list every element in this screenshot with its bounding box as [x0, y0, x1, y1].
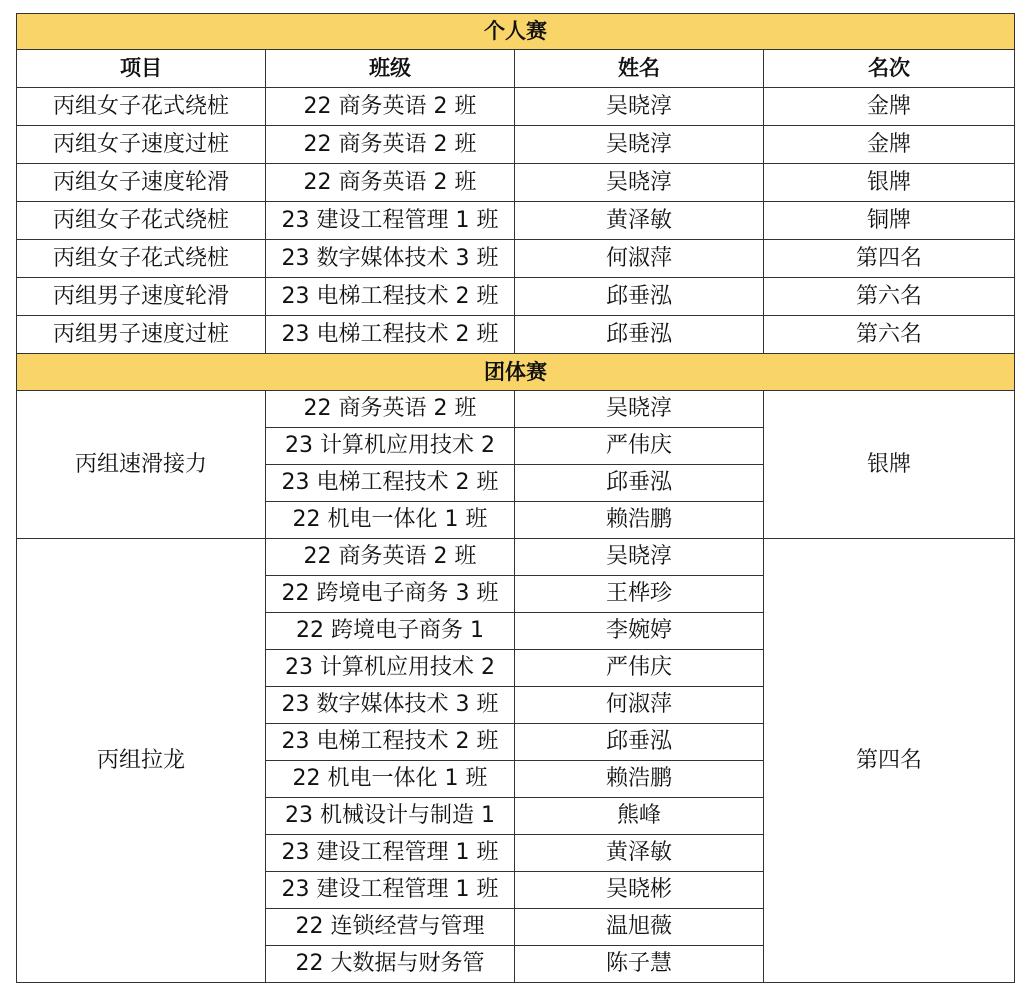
table-row — [17, 88, 1015, 126]
class-cell: 22 商务英语 2 班 — [266, 391, 515, 428]
name-cell: 黄泽敏 — [515, 835, 764, 872]
name-cell: 严伟庆 — [515, 650, 764, 687]
name-cell: 温旭薇 — [515, 909, 764, 946]
team-rank-cell: 银牌 — [764, 391, 1015, 539]
class-cell: 23 建设工程管理 1 班 — [266, 872, 515, 909]
header-class: 班级 — [266, 50, 515, 88]
rank-cell: 第六名 — [764, 278, 1015, 316]
class-cell: 23 电梯工程技术 2 班 — [266, 724, 515, 761]
name-cell: 邱垂泓 — [515, 278, 764, 316]
class-cell: 22 连锁经营与管理 — [266, 909, 515, 946]
class-cell: 22 跨境电子商务 1 — [266, 613, 515, 650]
class-cell: 22 跨境电子商务 3 班 — [266, 576, 515, 613]
name-cell: 吴晓淳 — [515, 126, 764, 164]
name-cell: 何淑萍 — [515, 687, 764, 724]
results-table — [16, 13, 1015, 983]
class-cell: 23 计算机应用技术 2 — [266, 428, 515, 465]
name-cell: 陈子慧 — [515, 946, 764, 983]
name-cell: 吴晓淳 — [515, 88, 764, 126]
table-row — [17, 316, 1015, 354]
class-cell: 23 建设工程管理 1 班 — [266, 835, 515, 872]
name-cell: 邱垂泓 — [515, 316, 764, 354]
rank-cell: 金牌 — [764, 88, 1015, 126]
table-row — [17, 391, 1015, 428]
event-cell: 丙组男子速度过桩 — [17, 316, 266, 354]
rank-cell: 铜牌 — [764, 202, 1015, 240]
name-cell: 吴晓淳 — [515, 391, 764, 428]
individual-section-title: 个人赛 — [17, 14, 1015, 50]
team-section-title: 团体赛 — [17, 354, 1015, 391]
class-cell: 23 电梯工程技术 2 班 — [266, 465, 515, 502]
name-cell: 何淑萍 — [515, 240, 764, 278]
column-header-row — [17, 50, 1015, 88]
rank-cell: 第四名 — [764, 240, 1015, 278]
individual-section-header — [17, 14, 1015, 50]
table-row — [17, 202, 1015, 240]
name-cell: 吴晓彬 — [515, 872, 764, 909]
class-cell: 22 商务英语 2 班 — [266, 88, 515, 126]
class-cell: 22 商务英语 2 班 — [266, 164, 515, 202]
event-cell: 丙组女子速度轮滑 — [17, 164, 266, 202]
header-event: 项目 — [17, 50, 266, 88]
name-cell: 李婉婷 — [515, 613, 764, 650]
class-cell: 22 商务英语 2 班 — [266, 539, 515, 576]
name-cell: 邱垂泓 — [515, 465, 764, 502]
event-cell: 丙组女子速度过桩 — [17, 126, 266, 164]
name-cell: 严伟庆 — [515, 428, 764, 465]
name-cell: 王桦珍 — [515, 576, 764, 613]
name-cell: 邱垂泓 — [515, 724, 764, 761]
event-cell: 丙组男子速度轮滑 — [17, 278, 266, 316]
name-cell: 黄泽敏 — [515, 202, 764, 240]
name-cell: 吴晓淳 — [515, 164, 764, 202]
class-cell: 23 数字媒体技术 3 班 — [266, 687, 515, 724]
table-row — [17, 126, 1015, 164]
class-cell: 23 电梯工程技术 2 班 — [266, 316, 515, 354]
class-cell: 22 商务英语 2 班 — [266, 126, 515, 164]
event-cell: 丙组女子花式绕桩 — [17, 88, 266, 126]
class-cell: 23 机械设计与制造 1 — [266, 798, 515, 835]
class-cell: 23 建设工程管理 1 班 — [266, 202, 515, 240]
header-name: 姓名 — [515, 50, 764, 88]
team-rank-cell: 第四名 — [764, 539, 1015, 983]
table-row — [17, 539, 1015, 576]
table-row — [17, 164, 1015, 202]
class-cell: 22 机电一体化 1 班 — [266, 502, 515, 539]
class-cell: 23 数字媒体技术 3 班 — [266, 240, 515, 278]
name-cell: 赖浩鹏 — [515, 502, 764, 539]
event-cell: 丙组女子花式绕桩 — [17, 202, 266, 240]
header-rank: 名次 — [764, 50, 1015, 88]
table-row — [17, 240, 1015, 278]
team-event-cell: 丙组拉龙 — [17, 539, 266, 983]
class-cell: 22 大数据与财务管 — [266, 946, 515, 983]
name-cell: 吴晓淳 — [515, 539, 764, 576]
class-cell: 23 电梯工程技术 2 班 — [266, 278, 515, 316]
team-event-cell: 丙组速滑接力 — [17, 391, 266, 539]
event-cell: 丙组女子花式绕桩 — [17, 240, 266, 278]
class-cell: 23 计算机应用技术 2 — [266, 650, 515, 687]
class-cell: 22 机电一体化 1 班 — [266, 761, 515, 798]
name-cell: 熊峰 — [515, 798, 764, 835]
name-cell: 赖浩鹏 — [515, 761, 764, 798]
rank-cell: 银牌 — [764, 164, 1015, 202]
team-section-header — [17, 354, 1015, 391]
rank-cell: 金牌 — [764, 126, 1015, 164]
rank-cell: 第六名 — [764, 316, 1015, 354]
table-row — [17, 278, 1015, 316]
